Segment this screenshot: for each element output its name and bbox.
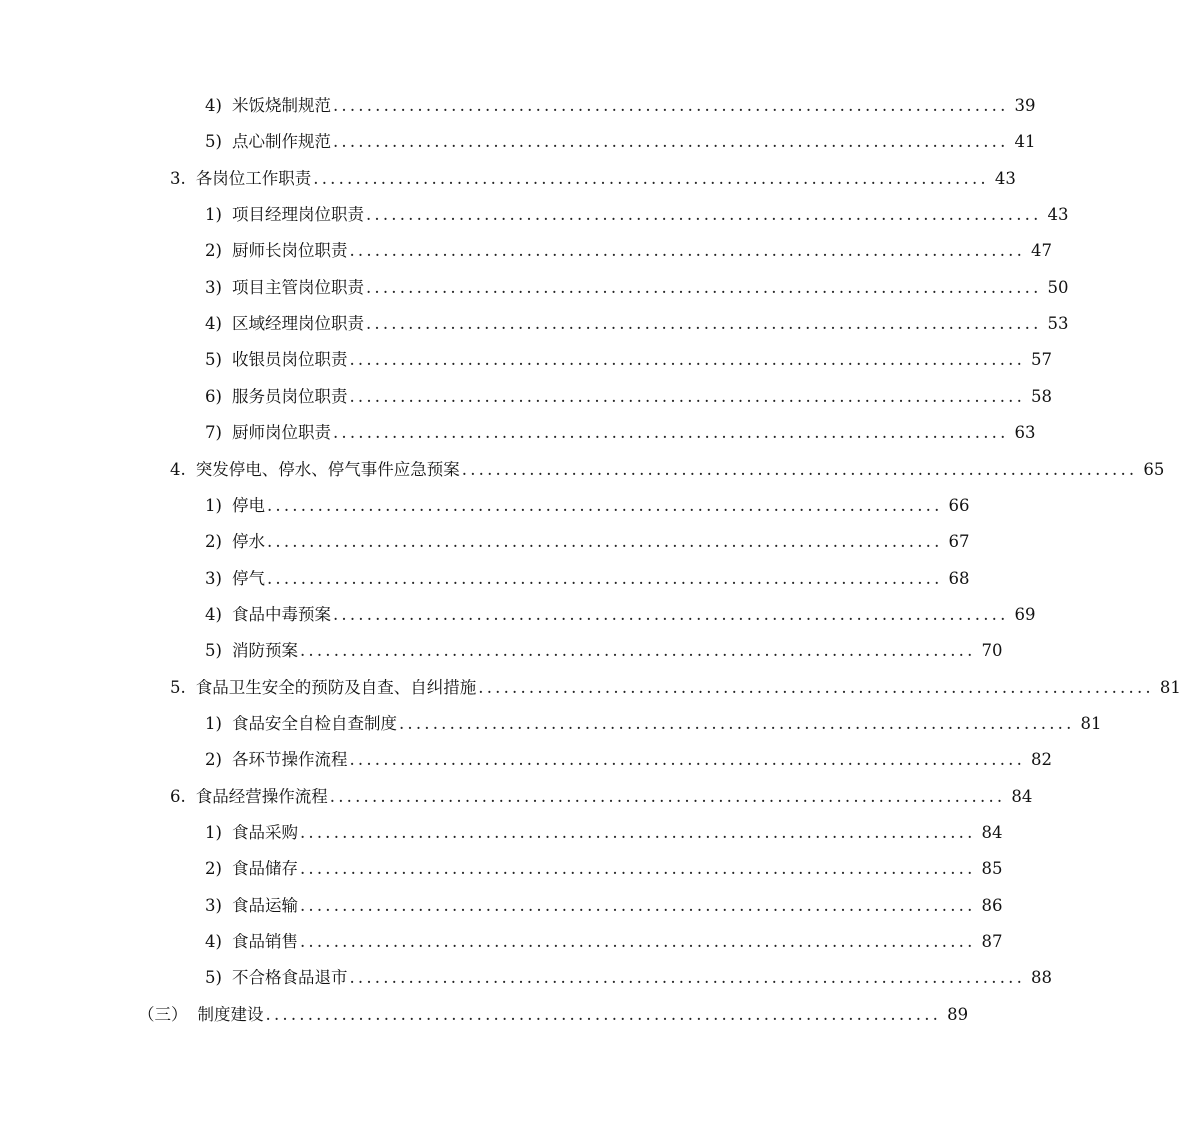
toc-entry[interactable] [205, 488, 970, 524]
toc-leader-dots: ................................................................................ [349, 386, 1026, 406]
toc-title: 食品采购 [231, 823, 298, 842]
toc-entry[interactable] [205, 270, 1069, 306]
toc-number: 3) [205, 277, 222, 297]
toc-page-number: 68 [948, 568, 970, 588]
toc-title: 厨师长岗位职责 [231, 241, 348, 261]
toc-entry[interactable] [205, 960, 1053, 996]
toc-number: 1) [205, 823, 222, 842]
toc-number: 5) [205, 132, 222, 152]
toc-entry[interactable] [205, 197, 1069, 233]
toc-entry[interactable] [205, 888, 1003, 924]
toc-number: 2) [205, 241, 222, 261]
toc-title: 各环节操作流程 [231, 750, 348, 770]
toc-title: 点心制作规范 [231, 132, 331, 152]
toc-leader-dots: ................................................................................ [332, 423, 1009, 443]
toc-entry[interactable] [205, 597, 1036, 633]
toc-entry[interactable] [205, 415, 1036, 451]
toc-title: 突发停电、停水、停气事件应急预案 [195, 459, 460, 479]
toc-leader-dots: ................................................................................ [349, 750, 1026, 770]
toc-title: 各岗位工作职责 [195, 168, 312, 188]
toc-number: 4) [205, 314, 222, 334]
toc-title: 服务员岗位职责 [231, 386, 348, 406]
toc-title: 米饭烧制规范 [231, 96, 331, 115]
toc-page-number: 86 [981, 895, 1003, 915]
toc-entry[interactable] [205, 306, 1069, 342]
toc-leader-dots: ................................................................................ [349, 350, 1026, 370]
toc-page-number: 85 [981, 859, 1003, 879]
toc-number: 3. [170, 168, 186, 188]
toc-title: 制度建设 [197, 1004, 264, 1024]
toc-number: 5) [205, 350, 222, 370]
toc-title: 收银员岗位职责 [231, 350, 348, 370]
toc-entry[interactable] [205, 815, 1003, 851]
toc-page-number: 66 [948, 495, 970, 515]
toc-page-number: 88 [1031, 968, 1053, 988]
toc-page-number: 67 [948, 532, 970, 552]
toc-leader-dots: ................................................................................ [329, 786, 1006, 806]
toc-page-number: 50 [1047, 277, 1069, 297]
toc-page-number: 43 [1047, 205, 1069, 225]
toc-entry[interactable] [205, 851, 1003, 887]
toc-number: 4. [170, 459, 186, 479]
toc-leader-dots: ................................................................................ [299, 895, 976, 915]
toc-page-number: 41 [1014, 132, 1036, 152]
toc-leader-dots: ................................................................................ [299, 932, 976, 952]
toc-entry[interactable] [205, 233, 1053, 269]
toc-entry[interactable] [205, 524, 970, 560]
toc-leader-dots: ................................................................................ [332, 604, 1009, 624]
toc-page-number: 87 [981, 932, 1003, 952]
toc-number: 6. [170, 786, 186, 806]
toc-page-number: 47 [1031, 241, 1053, 261]
toc-leader-dots: ................................................................................ [299, 641, 976, 661]
toc-title: 食品安全自检自查制度 [231, 713, 397, 733]
toc-page-number: 82 [1031, 750, 1053, 770]
toc-leader-dots: ................................................................................ [266, 495, 943, 515]
toc-entry[interactable] [205, 379, 1053, 415]
toc-entry[interactable] [138, 997, 969, 1033]
toc-page-number: 69 [1014, 604, 1036, 624]
toc-page-number: 58 [1031, 386, 1053, 406]
toc-number: 2) [205, 859, 222, 879]
toc-leader-dots: ................................................................................ [349, 968, 1026, 988]
toc-title: 停水 [231, 532, 265, 552]
toc-entry[interactable] [205, 706, 1102, 742]
toc-leader-dots: ................................................................................ [332, 96, 1009, 115]
toc-number: 4) [205, 932, 222, 952]
toc-entry[interactable] [170, 670, 1181, 706]
toc-leader-dots: ................................................................................ [365, 205, 1042, 225]
toc-page-number: 84 [981, 823, 1003, 842]
toc-title: 食品中毒预案 [231, 604, 331, 624]
toc-number: 5. [170, 677, 186, 697]
toc-number: 4) [205, 604, 222, 624]
toc-leader-dots: ................................................................................ [265, 1004, 942, 1024]
toc-entry[interactable] [205, 342, 1053, 378]
toc-number: 1) [205, 205, 222, 225]
toc-title: 不合格食品退市 [231, 968, 348, 988]
toc-entry[interactable] [205, 633, 1003, 669]
toc-number: 4) [205, 96, 222, 115]
toc-page-number: 43 [994, 168, 1016, 188]
toc-page-number: 53 [1047, 314, 1069, 334]
toc-leader-dots: ................................................................................ [365, 314, 1042, 334]
toc-leader-dots: ................................................................................ [299, 859, 976, 879]
toc-title: 消防预案 [231, 641, 298, 661]
toc-leader-dots: ................................................................................ [365, 277, 1042, 297]
toc-title: 食品卫生安全的预防及自查、自纠措施 [195, 677, 477, 697]
toc-leader-dots: ................................................................................ [266, 532, 943, 552]
toc-title: 项目主管岗位职责 [231, 277, 364, 297]
toc-entry[interactable] [205, 124, 1036, 160]
toc-number: 2) [205, 532, 222, 552]
toc-leader-dots: ................................................................................ [332, 132, 1009, 152]
toc-number: （三） [138, 1004, 188, 1024]
toc-title: 食品销售 [231, 932, 298, 952]
toc-leader-dots: ................................................................................ [461, 459, 1138, 479]
toc-number: 6) [205, 386, 222, 406]
toc-leader-dots: ................................................................................ [299, 823, 976, 842]
toc-title: 食品经营操作流程 [195, 786, 328, 806]
toc-title: 项目经理岗位职责 [231, 205, 364, 225]
toc-entry[interactable] [205, 924, 1003, 960]
toc-page-number: 65 [1143, 459, 1165, 479]
toc-entry[interactable] [170, 161, 1016, 197]
toc-title: 区域经理岗位职责 [231, 314, 364, 334]
toc-title: 停气 [231, 568, 265, 588]
toc-page-number: 84 [1011, 786, 1033, 806]
toc-title: 食品运输 [231, 895, 298, 915]
toc-entry[interactable] [170, 452, 1165, 488]
toc-entry[interactable] [205, 561, 970, 597]
toc-leader-dots: ................................................................................ [349, 241, 1026, 261]
toc-page-number: 89 [947, 1004, 969, 1024]
toc-page-number: 70 [981, 641, 1003, 661]
toc-number: 1) [205, 713, 222, 733]
toc-leader-dots: ................................................................................ [266, 568, 943, 588]
toc-number: 5) [205, 968, 222, 988]
toc-page-number: 57 [1031, 350, 1053, 370]
toc-leader-dots: ................................................................................ [313, 168, 989, 188]
toc-entry[interactable] [170, 779, 1033, 815]
toc-leader-dots: ................................................................................ [478, 677, 1154, 697]
toc-page-number: 81 [1080, 713, 1102, 733]
toc-entry[interactable] [205, 88, 1036, 124]
toc-leader-dots: ................................................................................ [398, 713, 1075, 733]
toc-page-number: 81 [1159, 677, 1181, 697]
toc-entry[interactable] [205, 742, 1053, 778]
toc-title: 食品储存 [231, 859, 298, 879]
toc-page-number: 39 [1014, 96, 1036, 115]
toc-number: 1) [205, 495, 222, 515]
toc-number: 3) [205, 895, 222, 915]
toc-number: 5) [205, 641, 222, 661]
toc-title: 停电 [231, 495, 265, 515]
toc-title: 厨师岗位职责 [231, 423, 331, 443]
toc-number: 3) [205, 568, 222, 588]
toc-number: 2) [205, 750, 222, 770]
toc-page-number: 63 [1014, 423, 1036, 443]
toc-number: 7) [205, 423, 222, 443]
